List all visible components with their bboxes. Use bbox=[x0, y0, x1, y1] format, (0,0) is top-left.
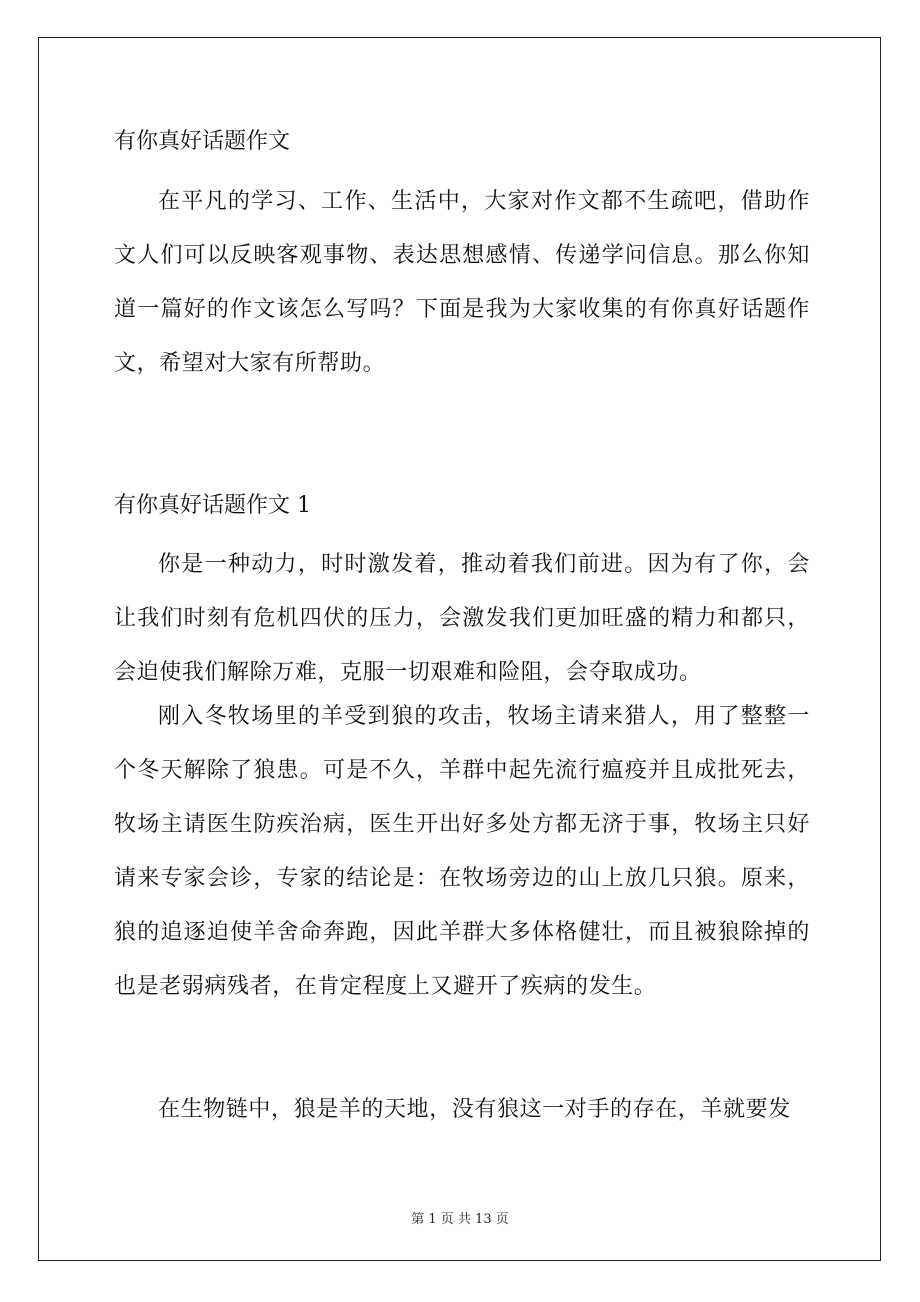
body-paragraph-3: 在生物链中，狼是羊的天地，没有狼这一对手的存在，羊就要发 bbox=[158, 1097, 791, 1122]
page-footer: 第 1 页 共 13 页 bbox=[411, 1212, 509, 1227]
intro-paragraph: 在平凡的学习、工作、生活中，大家对作文都不生疏吧，借助作文人们可以反映客观事物、表达思想感情、传递学问信息。那么你知道一篇好的作文该怎么写吗？下面是我为大家收集的有你真好话题作文，希望对大家有所帮助。 bbox=[114, 189, 810, 376]
body-paragraph-2: 刚入冬牧场里的羊受到狼的攻击，牧场主请来猎人，用了整整一个冬天解除了狼患。可是不久，羊群中起先流行瘟疫并且成批死去，牧场主请医生防疾治病，医生开出好多处方都无济于事，牧场主只好请来专家会诊，专家的结论是：在牧场旁边的山上放几只狼。原来，狼的追逐迫使羊舍命奔跑，因此羊群大多体格健壮，而且被狼除掉的也是老弱病残者，在肯定程度上又避开了疾病的发生。 bbox=[114, 704, 810, 999]
body-paragraph-1: 你是一种动力，时时激发着，推动着我们前进。因为有了你，会让我们时刻有危机四伏的压力，会激发我们更加旺盛的精力和都只，会迫使我们解除万难，克服一切艰难和险阻，会夺取成功。 bbox=[114, 552, 810, 685]
section-title: 有你真好话题作文 1 bbox=[114, 493, 311, 518]
document-title: 有你真好话题作文 bbox=[114, 129, 291, 154]
